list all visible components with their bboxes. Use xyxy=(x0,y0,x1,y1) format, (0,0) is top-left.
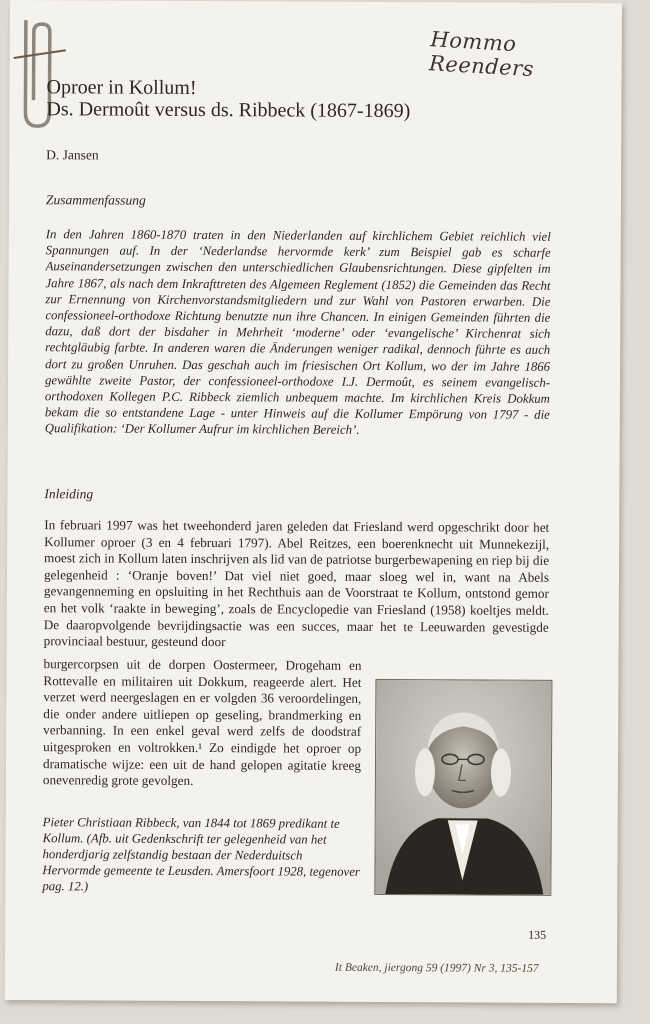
photo-caption: Pieter Christiaan Ribbeck, van 1844 tot 1869 predikant te Kollum. (Afb. uit Gedenkschrift ter gelegenheid van het honderdjarig zelfstandig bestaan der Nederduitsch Hervormde gemeente te Leusden. Amersfoort 1928, tegenover pag. 12.) xyxy=(42,815,360,894)
handwritten-signature: Hommo Reenders xyxy=(428,27,535,82)
intro-paragraph: In februari 1997 was het tweehonderd jaren geleden dat Friesland werd opgeschrikt door het Kollumer oproer (3 en 4 februari 1797). Abel Reitzes, een boerenknecht uit Munnekezijl, moest zich in Kollum laten inschrijven als lid van de patriotse burgerbewapening en riep bij die gelegenheid : ‘Oranje boven!’ Dat viel niet goed, maar sloeg wel in, want na Abels gevangenneming en opsluiting in het Rechthuis aan de Voorstraat te Kollum, ontstond gemor en het volk ‘raakte in beweging’, zoals de Encyclopedie van Friesland (1958) koeltjes meldt. De daaropvolgende bevrijdingsactie was een succes, maar het te Leeuwarden gevestigde provinciaal bestuur, gesteund door xyxy=(43,517,550,650)
article-title xyxy=(46,76,410,122)
intro-heading: Inleiding xyxy=(44,486,94,502)
title-line-2: Ds. Dermoût versus ds. Ribbeck (1867-1869) xyxy=(46,98,411,123)
intro-paragraph-continued: burgercorpsen uit de dorpen Oostermeer, Drogeham en Rottevalle en militairen uit Dokkum, reageerde alert. Het verzet werd neergeslagen en er volgden 36 veroordelingen, die onder andere uitliepen op geseling, brandmerking en verbanning. In een enkel geval werd zelfs de doodstraf uitgesproken en voltrokken.¹ Zo eindigde het oproer op dramatische wijze: een uit de hand gelopen agitatie kreeg onevenredig grote gevolgen. xyxy=(42,656,362,789)
title-line-1: Oproer in Kollum! xyxy=(46,76,197,99)
author-name: D. Jansen xyxy=(46,147,99,163)
document-page xyxy=(5,0,622,1003)
portrait-photo xyxy=(374,679,552,896)
page-number: 135 xyxy=(528,927,547,942)
summary-heading: Zusammenfassung xyxy=(45,192,146,208)
summary-paragraph: In den Jahren 1860-1870 traten in den Niederlanden auf kirchlichem Gebiet reichlich viel Spannungen auf. In der ‘Nederlandse hervormde kerk’ zum Beispiel gab es scharfe Auseinandersetzungen zwischen den unterschiedlichen Glaubensrichtungen. Diese gipfelten im Jahre 1867, als nach dem Inkrafttreten des Algemeen Reglement (1852) die Gemeinden das Recht zur Ernennung von Kirchenvorstandsmitgliedern und zur Wahl von Pastoren erwarben. Die confessioneel-orthodoxe Richtung benutzte nun ihre Chancen. In einigen Gemeinden führten die dazu, daß dort der bisdaher in Mehrheit ‘moderne’ oder ‘evangelische’ Kirchenrat sich rechtgläubig farbte. In anderen waren die Änderungen weniger radikal, dennoch führte es auch dort zu großen Unruhen. Das geschah auch im friesischen Ort Kollum, wo der im Jahre 1866 gewählte zweite Pastor, der confessioneel-orthodoxe I.J. Dermoût, es seinem evangelisch-orthodoxen Kollegen P.C. Ribbeck ziemlich unbequem machte. Im kirchlichen Kreis Dokkum bekam die so entstandene Lage - unter Hinweis auf die Kollumer Empörung von 1797 - die Qualifikation: ‘Der Kollumer Aufrur im kirchlichen Bereich’. xyxy=(44,227,551,438)
journal-footer: It Beaken, jiergong 59 (1997) Nr 3, 135-157 xyxy=(334,961,539,975)
